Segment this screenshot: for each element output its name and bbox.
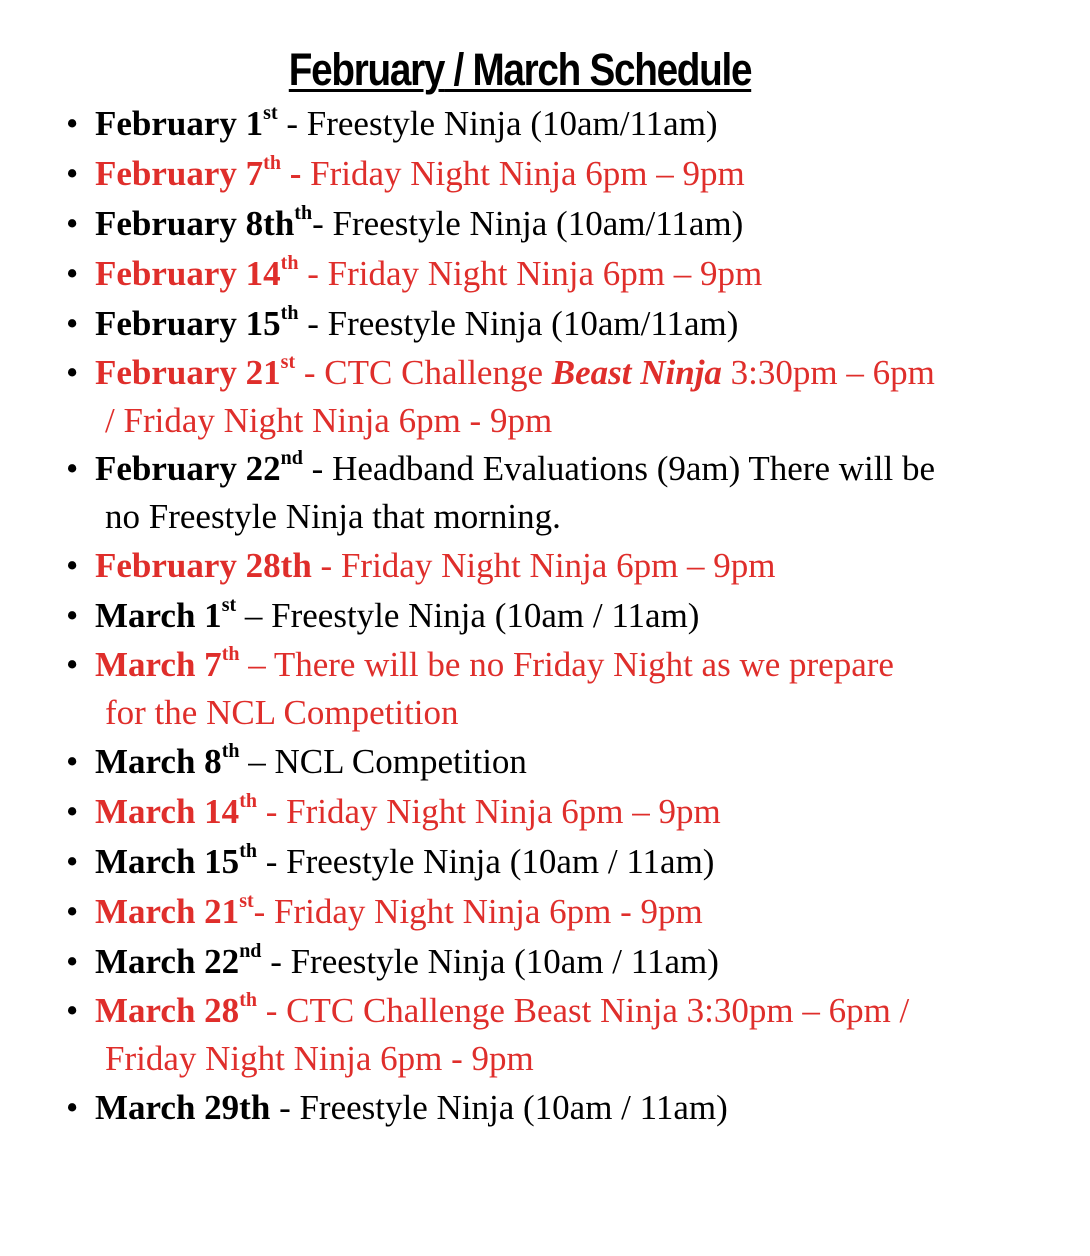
bullet-icon: • <box>66 104 79 143</box>
item-description: Friday Night Ninja 6pm – 9pm <box>301 154 745 193</box>
schedule-item-mar-28 <box>66 987 1015 1083</box>
item-description: – Freestyle Ninja (10am / 11am) <box>236 596 700 635</box>
schedule-item-feb-8 <box>66 199 1026 249</box>
item-continuation: Friday Night Ninja 6pm - 9pm <box>105 1039 534 1078</box>
item-description: - Friday Night Ninja 6pm – 9pm <box>311 546 776 585</box>
item-date: March 1 <box>95 596 222 635</box>
bullet-icon: • <box>66 892 79 931</box>
item-date-suffix: th <box>221 740 240 763</box>
item-description: - Freestyle Ninja (10am/11am) <box>298 304 739 343</box>
item-date-suffix: th <box>239 790 257 813</box>
item-date-suffix: st <box>221 594 237 617</box>
item-date: March 14 <box>95 792 240 831</box>
item-date-suffix: th <box>294 202 313 225</box>
item-date: March 28 <box>95 991 240 1030</box>
item-date-suffix: th <box>280 252 299 275</box>
item-date: February 7 <box>95 154 264 193</box>
item-description: - Freestyle Ninja (10am/11am) <box>277 104 718 143</box>
bullet-icon: • <box>66 991 79 1030</box>
schedule-item-mar-21 <box>66 887 1026 937</box>
item-continuation: / Friday Night Ninja 6pm - 9pm <box>105 401 553 440</box>
item-date-suffix: st <box>263 102 278 125</box>
schedule-list <box>66 99 1026 1133</box>
bullet-icon: • <box>66 792 79 831</box>
schedule-item-mar-22 <box>66 937 1026 987</box>
item-date-suffix: st <box>280 351 296 374</box>
bullet-icon: • <box>66 204 79 243</box>
item-date-suffix: st <box>239 890 254 913</box>
item-date: March 22 <box>95 942 240 981</box>
schedule-item-mar-7 <box>66 641 1015 737</box>
item-date: February 15 <box>95 304 281 343</box>
schedule-item-mar-15 <box>66 837 1026 887</box>
item-date-dash: - <box>280 154 302 193</box>
bullet-icon: • <box>66 353 79 392</box>
item-date: February 22 <box>95 449 281 488</box>
item-date-suffix: nd <box>239 940 262 963</box>
item-date: February 8th <box>95 204 295 243</box>
bullet-icon: • <box>66 1088 79 1127</box>
item-description: - Headband Evaluations (9am) There will be <box>302 449 935 488</box>
item-date-suffix: nd <box>280 447 303 470</box>
schedule-item-feb-15 <box>66 299 1026 349</box>
item-date: February 1 <box>95 104 264 143</box>
bullet-icon: • <box>66 254 79 293</box>
item-date: February 28th <box>95 546 312 585</box>
item-date: March 8 <box>95 742 222 781</box>
schedule-item-feb-21 <box>66 349 1015 445</box>
item-description: - Friday Night Ninja 6pm – 9pm <box>298 254 763 293</box>
item-description: - Freestyle Ninja (10am / 11am) <box>261 942 719 981</box>
item-description: – There will be no Friday Night as we prepare <box>239 645 894 684</box>
bullet-icon: • <box>66 596 79 635</box>
bullet-icon: • <box>66 742 79 781</box>
item-continuation: for the NCL Competition <box>105 693 459 732</box>
item-date-suffix: th <box>263 152 281 175</box>
item-description: - Freestyle Ninja (10am / 11am) <box>256 842 715 881</box>
item-description: - Freestyle Ninja (10am/11am) <box>312 204 744 243</box>
schedule-item-feb-7 <box>66 149 1026 199</box>
item-description-time: 3:30pm – 6pm <box>721 353 935 392</box>
item-description: - Friday Night Ninja 6pm – 9pm <box>256 792 721 831</box>
schedule-item-mar-29 <box>66 1083 1026 1133</box>
item-date-suffix: th <box>280 302 299 325</box>
bullet-icon: • <box>66 842 79 881</box>
item-description: – NCL Competition <box>239 742 527 781</box>
item-date: March 7 <box>95 645 222 684</box>
schedule-item-feb-28 <box>66 541 1026 591</box>
bullet-icon: • <box>66 942 79 981</box>
item-description: - CTC Challenge Beast Ninja 3:30pm – 6pm / <box>256 991 910 1030</box>
item-description-emphasis: Beast Ninja <box>551 353 722 392</box>
item-date: March 29th <box>95 1088 271 1127</box>
item-continuation: no Freestyle Ninja that morning. <box>105 497 561 536</box>
item-description: - CTC Challenge <box>295 353 552 392</box>
item-date-suffix: th <box>239 840 257 863</box>
item-date: March 15 <box>95 842 240 881</box>
bullet-icon: • <box>66 154 79 193</box>
schedule-item-mar-8 <box>66 737 1026 787</box>
item-date: February 14 <box>95 254 281 293</box>
bullet-icon: • <box>66 449 79 488</box>
item-description: - Freestyle Ninja (10am / 11am) <box>270 1088 728 1127</box>
item-date: February 21 <box>95 353 281 392</box>
bullet-icon: • <box>66 546 79 585</box>
schedule-item-feb-1 <box>66 99 1026 149</box>
schedule-item-feb-14 <box>66 249 1026 299</box>
schedule-item-mar-1 <box>66 591 1026 641</box>
page-title <box>73 42 967 98</box>
schedule-item-feb-22 <box>66 445 1015 541</box>
item-date: March 21 <box>95 892 240 931</box>
title-part-march-schedule: / March Schedule <box>444 44 752 95</box>
bullet-icon: • <box>66 304 79 343</box>
title-part-february: February <box>288 44 445 95</box>
schedule-item-mar-14 <box>66 787 1026 837</box>
item-description: - Friday Night Ninja 6pm - 9pm <box>253 892 703 931</box>
bullet-icon: • <box>66 645 79 684</box>
item-date-suffix: th <box>221 643 240 666</box>
item-date-suffix: th <box>239 989 257 1012</box>
